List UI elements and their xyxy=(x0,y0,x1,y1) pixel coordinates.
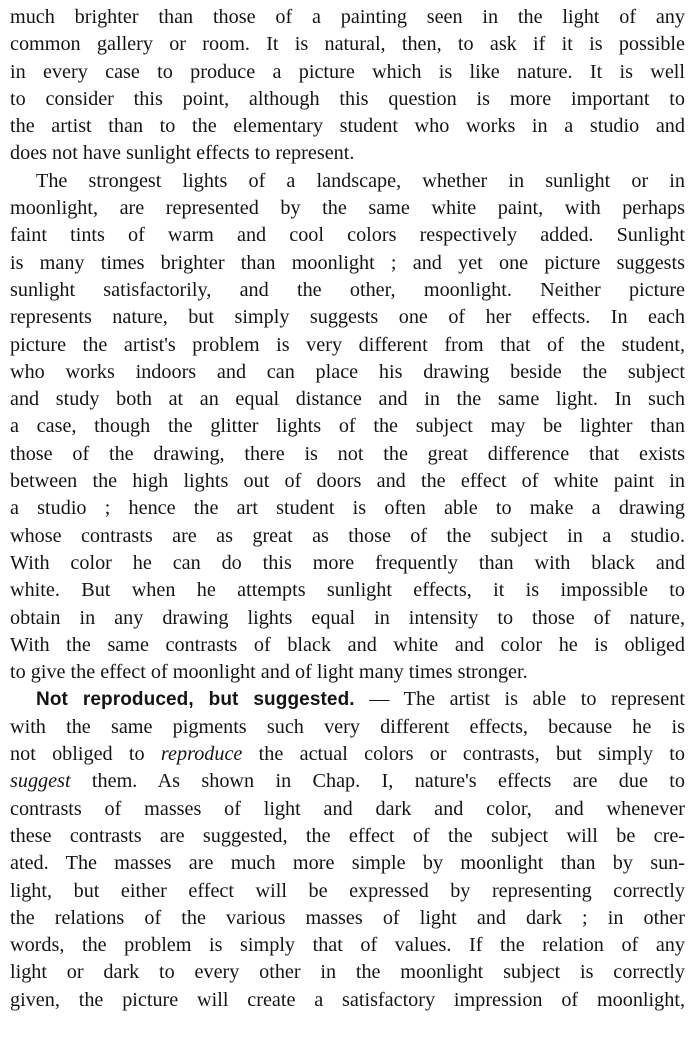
paragraph-2 xyxy=(10,168,685,687)
text-line: between the high lights out of doors and the effect of white paint in xyxy=(10,470,685,493)
paragraph-1 xyxy=(10,4,685,168)
text-line: and study both at an equal distance and in the same light. In such xyxy=(10,388,685,411)
text-line: the relations of the various masses of light and dark ; in other xyxy=(10,906,685,929)
text-line: a case, though the glitter lights of the subject may be lighter than xyxy=(10,415,685,438)
section-heading: Not reproduced, but suggested. xyxy=(36,689,355,711)
emphasis-reproduce: reproduce xyxy=(160,743,243,766)
text-line: much brighter than those of a painting seen in the light of any xyxy=(10,6,685,28)
text-line: The strongest lights of a landscape, whether in sunlight or in xyxy=(36,169,685,192)
emphasis-suggest: suggest xyxy=(10,770,71,793)
text-line: the artist than to the elementary student who works in a studio and xyxy=(10,115,685,138)
text-line: represents nature, but simply suggests one of her effects. In each xyxy=(10,306,685,329)
text-line: given, the picture will create a satisfactory impression of moonlight, xyxy=(10,988,685,1011)
text-line xyxy=(10,686,685,713)
text-line: With color he can do this more frequently than with black and xyxy=(10,551,685,574)
text-line: faint tints of warm and cool colors respectively added. Sunlight xyxy=(10,224,685,247)
text-line: moonlight, are represented by the same white paint, with perhaps xyxy=(10,197,685,220)
text-fragment: the actual colors or contrasts, but simply to xyxy=(242,743,685,766)
text-line: With the same contrasts of black and white and color he is obliged xyxy=(10,633,685,656)
text-line: these contrasts are suggested, the effect of the subject will be cre- xyxy=(10,824,685,847)
text-line: a studio ; hence the art student is often able to make a drawing xyxy=(10,497,685,520)
text-line: white. But when he attempts sunlight effects, it is impossible to xyxy=(10,579,685,602)
text-line: contrasts of masses of light and dark and color, and whenever xyxy=(10,797,685,820)
book-page xyxy=(10,4,685,1014)
text-line xyxy=(10,741,685,768)
text-line: those of the drawing, there is not the great difference that exists xyxy=(10,442,685,465)
text-line: does not have sunlight effects to represent. xyxy=(10,142,355,165)
text-fragment: them. As shown in Chap. I, nature's effects are due to xyxy=(70,770,685,793)
text-line: in every case to produce a picture which is like nature. It is well xyxy=(10,60,685,83)
text-line: common gallery or room. It is natural, then, to ask if it is possible xyxy=(10,33,685,56)
text-line: who works indoors and can place his drawing beside the subject xyxy=(10,360,685,383)
text-line: whose contrasts are as great as those of the subject in a studio. xyxy=(10,524,685,547)
text-line: picture the artist's problem is very different from that of the student, xyxy=(10,333,685,356)
text-line xyxy=(10,768,685,795)
text-line: obtain in any drawing lights equal in intensity to those of nature, xyxy=(10,606,685,629)
paragraph-3 xyxy=(10,686,685,1014)
heading-continuation: — The artist is able to represent xyxy=(354,688,685,711)
text-line: words, the problem is simply that of values. If the relation of any xyxy=(10,934,685,957)
text-line: light or dark to every other in the moonlight subject is correctly xyxy=(10,961,685,984)
text-line: with the same pigments such very different effects, because he is xyxy=(10,715,685,738)
text-line: sunlight satisfactorily, and the other, moonlight. Neither picture xyxy=(10,278,685,301)
text-line: ated. The masses are much more simple by moonlight than by sun- xyxy=(10,852,685,875)
text-line: light, but either effect will be expressed by representing correctly xyxy=(10,879,685,902)
text-fragment: not obliged to xyxy=(10,743,161,766)
text-line: is many times brighter than moonlight ; and yet one picture suggests xyxy=(10,251,685,274)
text-line: to give the effect of moonlight and of light many times stronger. xyxy=(10,661,528,684)
text-line: to consider this point, although this question is more important to xyxy=(10,87,685,110)
